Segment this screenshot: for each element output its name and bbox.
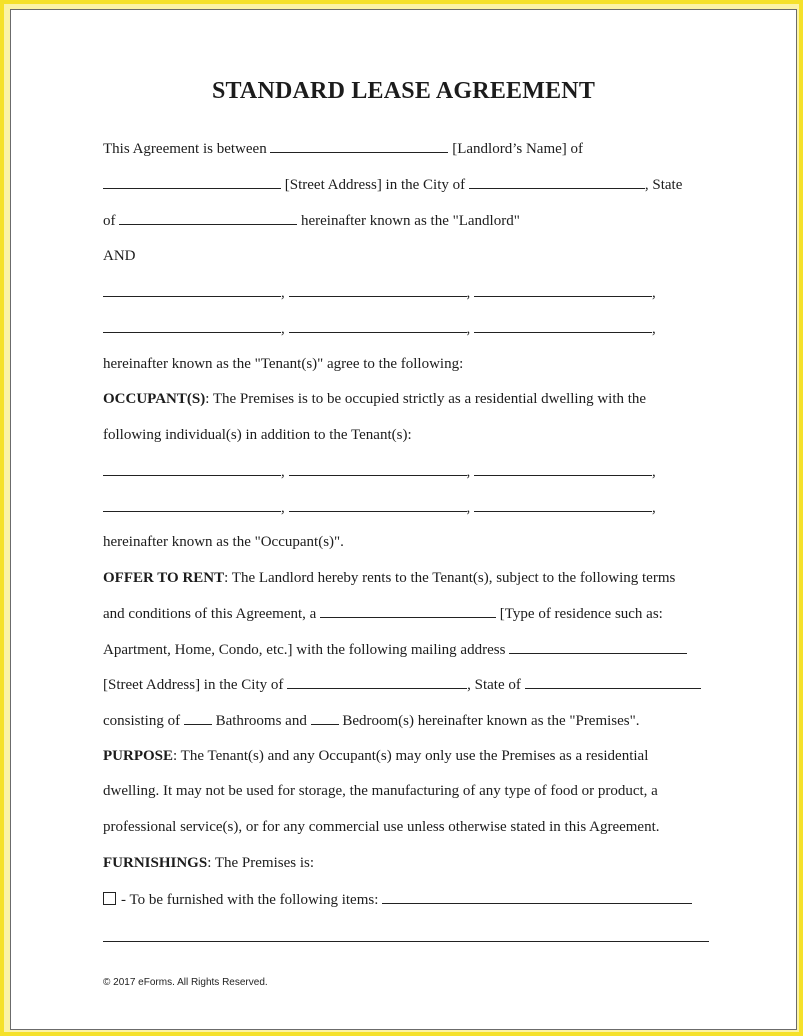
occupants-known-text: hereinafter known as the "Occupant(s)". <box>103 534 344 550</box>
mailing-address-blank[interactable] <box>509 640 687 654</box>
offer-line-2 <box>103 604 663 623</box>
purpose-text-2: dwelling. It may not be used for storage, the manufacturing of any type of food or product, a <box>103 783 658 799</box>
offer-text-5a: consisting of <box>103 713 181 729</box>
and-text: AND <box>103 248 136 264</box>
landlord-name-blank[interactable] <box>270 139 448 153</box>
purpose-heading: PURPOSE <box>103 748 174 764</box>
bathrooms-blank[interactable] <box>184 711 212 725</box>
tenant-known-text: hereinafter known as the "Tenant(s)" agree to the following: <box>103 356 464 372</box>
offer-heading: OFFER TO RENT <box>103 570 225 586</box>
comma: , <box>281 321 285 337</box>
offer-text-1: : The Landlord hereby rents to the Tenant(s), subject to the following terms <box>224 570 676 586</box>
comma: , <box>652 500 656 516</box>
tenant-name-blank[interactable] <box>103 283 281 297</box>
offer-text-5c: Bedroom(s) hereinafter known as the "Premises". <box>342 713 640 729</box>
tenant-row-2 <box>103 319 656 338</box>
occupant-name-blank[interactable] <box>289 498 467 512</box>
furnished-items-blank-2[interactable] <box>103 928 709 942</box>
landlord-name-label: [Landlord’s Name] of <box>452 141 584 157</box>
occupant-name-blank[interactable] <box>474 498 652 512</box>
premises-state-blank[interactable] <box>525 675 701 689</box>
comma: , <box>281 500 285 516</box>
offer-text-2a: and conditions of this Agreement, a <box>103 606 317 622</box>
furnishings-option-1 <box>103 890 692 909</box>
offer-line-5 <box>103 711 640 730</box>
occupant-row-2 <box>103 498 656 517</box>
comma: , <box>281 285 285 301</box>
comma: , <box>652 285 656 301</box>
tenant-name-blank[interactable] <box>103 319 281 333</box>
offer-text-2b: [Type of residence such as: <box>499 606 663 622</box>
occupant-row-1 <box>103 462 656 481</box>
furnishings-heading: FURNISHINGS <box>103 855 208 871</box>
purpose-line-1 <box>103 747 648 765</box>
offer-line-4 <box>103 675 701 694</box>
offer-line-1 <box>103 569 675 587</box>
purpose-text-3: professional service(s), or for any commercial use unless otherwise stated in this Agreement. <box>103 819 660 835</box>
furnishings-text-1: : The Premises is: <box>207 855 314 871</box>
comma: , <box>652 321 656 337</box>
copyright-footer: © 2017 eForms. All Rights Reserved. <box>103 977 268 988</box>
street-address-label: [Street Address] in the City of <box>284 177 466 193</box>
offer-line-3 <box>103 640 687 659</box>
intro-text: This Agreement is between <box>103 141 267 157</box>
occupant-name-blank[interactable] <box>474 462 652 476</box>
of-label: of <box>103 213 116 229</box>
document-title: STANDARD LEASE AGREEMENT <box>211 78 596 104</box>
landlord-city-blank[interactable] <box>469 175 645 189</box>
tenant-name-blank[interactable] <box>474 283 652 297</box>
furnishings-line-3 <box>103 928 709 947</box>
comma: , <box>466 464 471 480</box>
comma: , <box>281 464 285 480</box>
parties-line-2 <box>103 175 682 194</box>
residence-type-blank[interactable] <box>320 604 496 618</box>
comma: , <box>466 321 471 337</box>
parties-line-1 <box>103 139 583 158</box>
comma: , <box>466 285 471 301</box>
premises-city-blank[interactable] <box>287 675 467 689</box>
comma: , <box>466 500 471 516</box>
offer-text-4b: , State of <box>467 677 521 693</box>
occupants-heading: OCCUPANT(S) <box>103 391 206 407</box>
furnishings-line-1 <box>103 854 314 872</box>
occupant-name-blank[interactable] <box>289 462 467 476</box>
occupant-name-blank[interactable] <box>103 498 281 512</box>
furnished-checkbox[interactable] <box>103 892 116 905</box>
document-page <box>10 9 797 1030</box>
offer-text-5b: Bathrooms and <box>215 713 307 729</box>
landlord-state-blank[interactable] <box>119 211 297 225</box>
tenant-name-blank[interactable] <box>289 319 467 333</box>
furnished-option-label: - To be furnished with the following items: <box>121 892 379 908</box>
landlord-known-text: hereinafter known as the "Landlord" <box>301 213 520 229</box>
comma: , <box>652 464 656 480</box>
tenant-name-blank[interactable] <box>289 283 467 297</box>
landlord-street-blank[interactable] <box>103 175 281 189</box>
offer-text-4a: [Street Address] in the City of <box>103 677 284 693</box>
occupants-text-2: following individual(s) in addition to the Tenant(s): <box>103 427 412 443</box>
bedrooms-blank[interactable] <box>311 711 339 725</box>
occupants-line-1 <box>103 390 646 408</box>
occupants-text-1: : The Premises is to be occupied strictly as a residential dwelling with the <box>205 391 647 407</box>
tenant-row-1 <box>103 283 656 302</box>
tenant-name-blank[interactable] <box>474 319 652 333</box>
occupant-name-blank[interactable] <box>103 462 281 476</box>
furnished-items-blank[interactable] <box>382 890 692 904</box>
parties-line-3 <box>103 211 520 230</box>
purpose-text-1: : The Tenant(s) and any Occupant(s) may only use the Premises as a residential <box>173 748 649 764</box>
offer-text-3: Apartment, Home, Condo, etc.] with the following mailing address <box>103 642 506 658</box>
state-label: , State <box>644 177 683 193</box>
